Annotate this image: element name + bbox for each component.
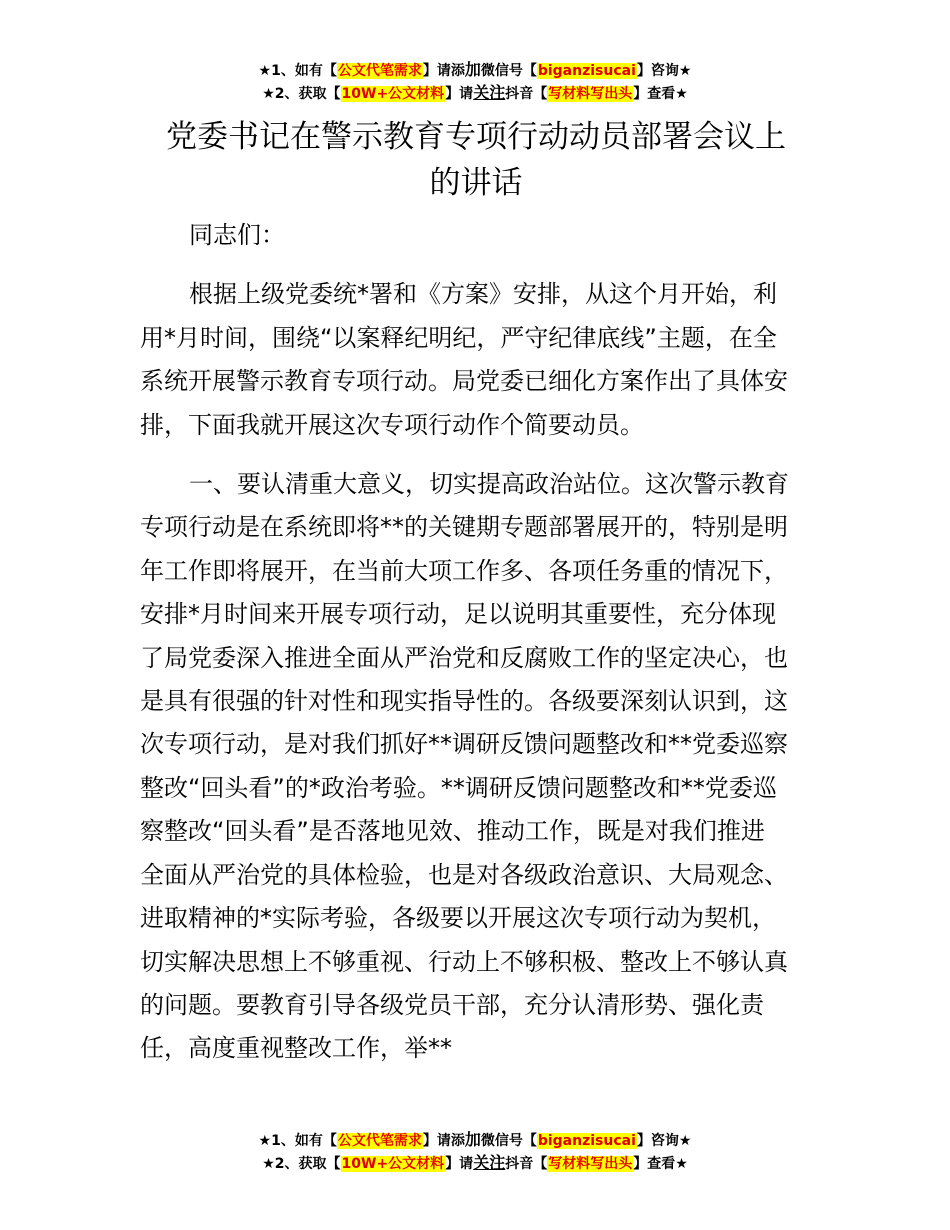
promo-text: 关注 — [473, 83, 506, 102]
document-body — [140, 214, 820, 1087]
bottom-promo-banner — [0, 1129, 950, 1175]
promo-highlight: 公文代笔需求 — [337, 1133, 422, 1149]
promo-text: 】查看★ — [633, 1156, 688, 1172]
paragraph-line: 是具有很强的针对性和现实指导性的。各级要深刻认识到，这 — [140, 687, 788, 716]
promo-text: 加 — [464, 1130, 481, 1149]
body-paragraph — [140, 463, 820, 1071]
paragraph-line: 排，下面我就开展这次专项行动作个简要动员。 — [140, 410, 644, 439]
promo-text: ★1、如有【 — [258, 1133, 337, 1149]
body-paragraph — [140, 214, 820, 257]
promo-line-1 — [0, 59, 950, 82]
promo-text: 抖音【 — [505, 1156, 548, 1172]
promo-text: 关注 — [473, 1153, 506, 1172]
promo-text: 】咨询★ — [636, 63, 692, 79]
body-paragraph — [140, 273, 820, 447]
promo-line-2 — [0, 82, 950, 105]
promo-text: 抖音【 — [505, 86, 548, 102]
paragraph-line: 专项行动是在系统即将**的关键期专题部署展开的，特别是明 — [140, 513, 788, 542]
paragraph-line: 全面从严治党的具体检验，也是对各级政治意识、大局观念、 — [140, 860, 788, 889]
promo-wechat-id: biganzisucai — [537, 63, 636, 79]
promo-text: 】咨询★ — [636, 1133, 692, 1149]
paragraph-line: 整改“回头看”的*政治考验。**调研反馈问题整改和**党委巡 — [140, 773, 777, 802]
paragraph-line: 次专项行动，是对我们抓好**调研反馈问题整改和**党委巡察 — [140, 730, 788, 759]
paragraph-line: 察整改“回头看”是否落地见效、推动工作，既是对我们推进 — [140, 817, 765, 846]
promo-text: 】查看★ — [633, 86, 688, 102]
paragraph-line: 的问题。要教育引导各级党员干部，充分认清形势、强化责 — [140, 990, 764, 1019]
promo-text: 微信号【 — [480, 1133, 537, 1149]
promo-text: ★1、如有【 — [258, 63, 337, 79]
promo-text: ★2、获取【 — [262, 1156, 341, 1172]
paragraph-line: 系统开展警示教育专项行动。局党委已细化方案作出了具体安 — [140, 367, 788, 396]
paragraph-line: 任，高度重视整改工作，举** — [140, 1034, 452, 1063]
paragraph-line: 了局党委深入推进全面从严治党和反腐败工作的坚定决心，也 — [140, 643, 788, 672]
promo-line-1 — [0, 1129, 950, 1152]
promo-text: 】请添 — [422, 1133, 465, 1149]
promo-text: 加 — [464, 60, 481, 79]
paragraph-line: 用*月时间，围绕“以案释纪明纪，严守纪律底线”主题，在全 — [140, 323, 777, 352]
title-line: 的讲话 — [429, 165, 523, 201]
promo-text: 】请 — [445, 1156, 474, 1172]
paragraph-line: 进取精神的*实际考验，各级要以开展这次专项行动为契机， — [140, 904, 776, 933]
paragraph-line: 年工作即将展开，在当前大项工作多、各项任务重的情况下， — [140, 556, 788, 585]
promo-wechat-id: biganzisucai — [537, 1133, 636, 1149]
top-promo-banner — [0, 59, 950, 105]
promo-text: ★2、获取【 — [262, 86, 341, 102]
promo-text: 微信号【 — [480, 63, 537, 79]
promo-line-2 — [0, 1152, 950, 1175]
paragraph-line: 根据上级党委统*署和《方案》安排，从这个月开始，利 — [189, 280, 777, 309]
paragraph-line: 安排*月时间来开展专项行动，足以说明其重要性，充分体现 — [140, 600, 776, 629]
paragraph-line: 同志们： — [189, 221, 285, 249]
promo-highlight: 10W+公文材料 — [341, 1156, 445, 1172]
promo-text: 】请 — [445, 86, 474, 102]
document-title — [140, 114, 812, 206]
paragraph-line: 切实解决思想上不够重视、行动上不够积极、整改上不够认真 — [140, 947, 788, 976]
promo-text: 】请添 — [422, 63, 465, 79]
promo-highlight: 10W+公文材料 — [341, 86, 445, 102]
promo-highlight: 写材料写出头 — [548, 1156, 633, 1172]
promo-highlight: 写材料写出头 — [548, 86, 633, 102]
promo-highlight: 公文代笔需求 — [337, 63, 422, 79]
paragraph-line: 一、要认清重大意义，切实提高政治站位。这次警示教育 — [189, 470, 789, 499]
title-line: 党委书记在警示教育专项行动动员部署会议上 — [166, 119, 786, 155]
